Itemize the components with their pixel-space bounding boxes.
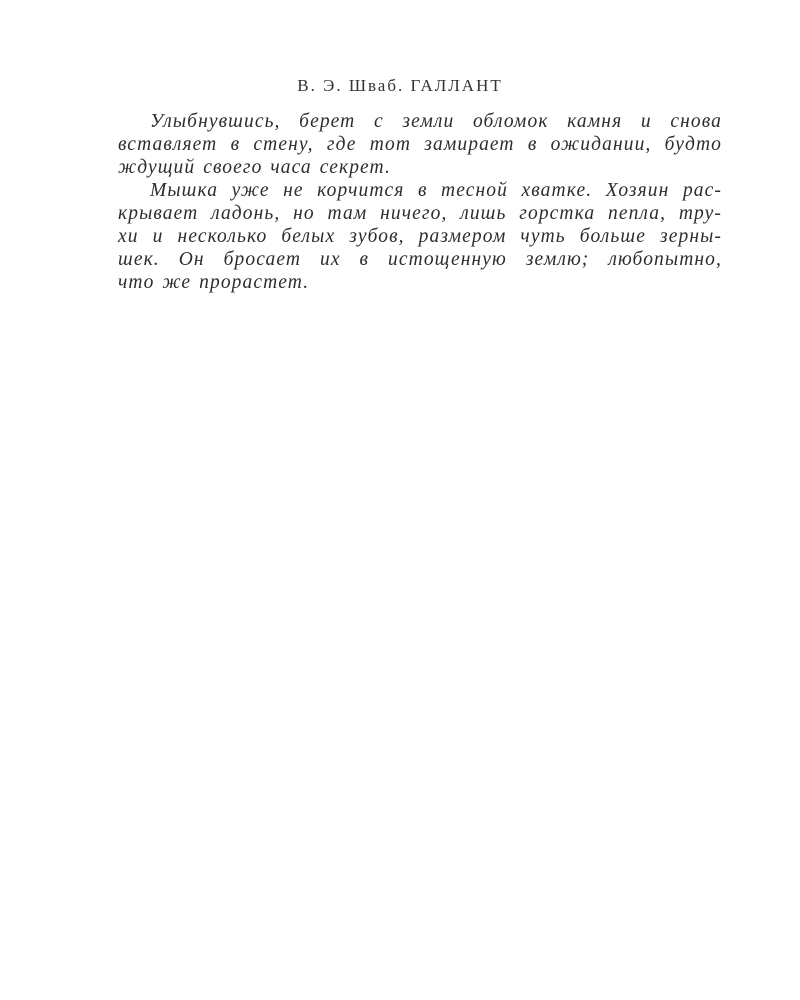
paragraph-1	[118, 110, 722, 179]
text-line: крывает ладонь, но там ничего, лишь горстка пепла, тру-	[118, 203, 722, 224]
text-line: хи и несколько белых зубов, размером чуть больше зерны-	[118, 226, 722, 247]
text-line: ждущий своего часа секрет.	[118, 157, 391, 178]
text-line: что же прорастет.	[118, 272, 310, 293]
text-line: вставляет в стену, где тот замирает в ожидании, будто	[118, 134, 722, 155]
text-line: Улыбнувшись, берет с земли обломок камня и снова	[150, 111, 722, 132]
text-line: Мышка уже не корчится в тесной хватке. Хозяин рас-	[150, 180, 722, 201]
running-head: В. Э. Шваб. ГАЛЛАНТ	[297, 76, 503, 95]
paragraph-2	[118, 179, 722, 294]
text-line: шек. Он бросает их в истощенную землю; любопытно,	[118, 249, 722, 270]
body-text	[118, 110, 722, 294]
